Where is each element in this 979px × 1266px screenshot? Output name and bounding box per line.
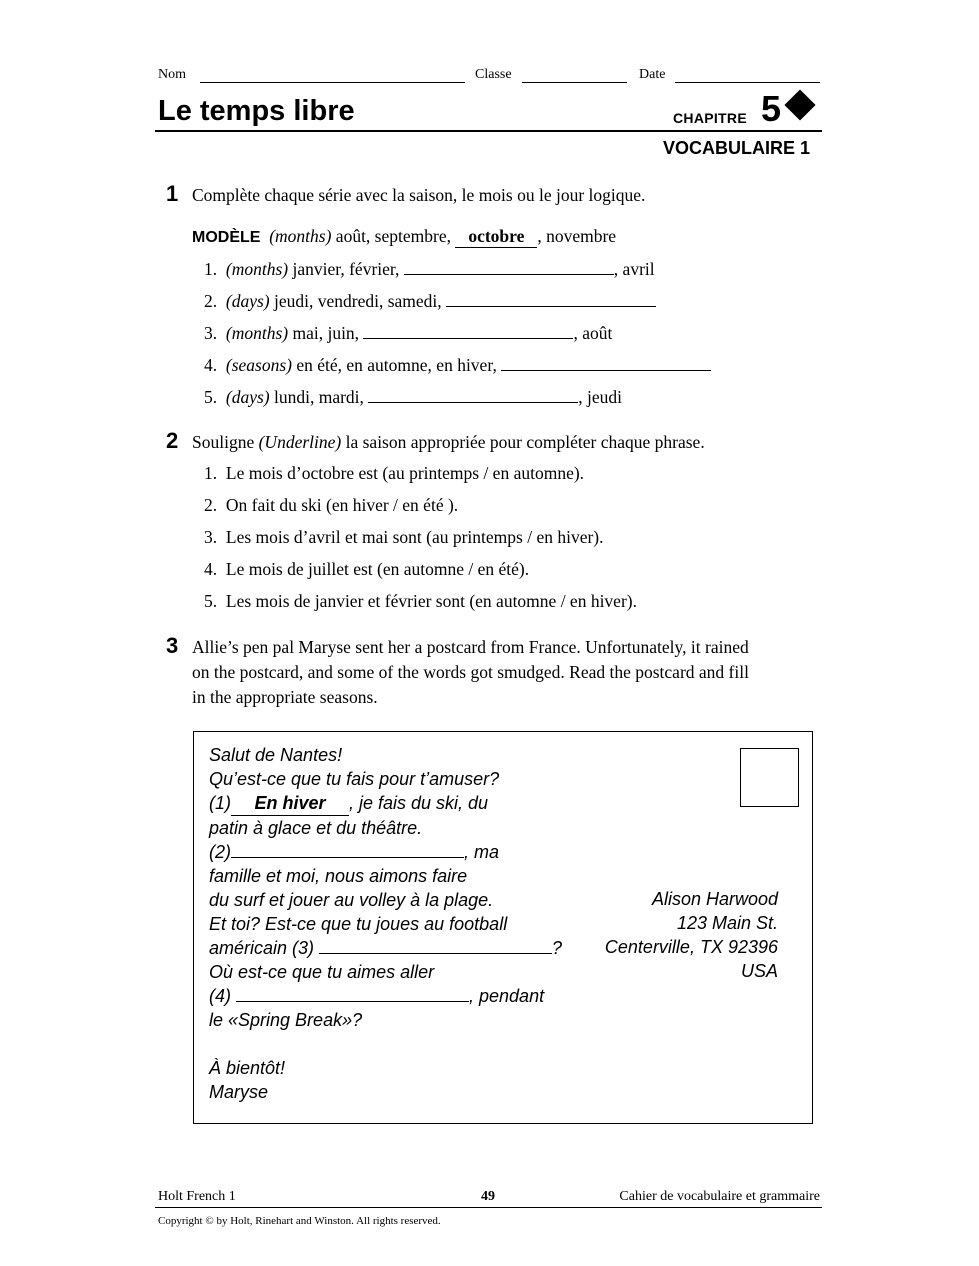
section2-instruction	[192, 430, 705, 455]
instruction-text: la saison appropriée pour compléter chaque phrase.	[345, 432, 705, 452]
list-item[interactable]	[204, 527, 604, 548]
item-hint: (months)	[225, 323, 289, 343]
address-city: Centerville, TX 92396	[604, 937, 778, 957]
item-hint: (seasons)	[225, 355, 292, 375]
vocabulaire-label: VOCABULAIRE 1	[663, 138, 811, 158]
item-number: 4.	[204, 559, 218, 579]
postcard-closing: À bientôt!	[209, 1058, 286, 1078]
classe-label: Classe	[475, 67, 512, 82]
list-item[interactable]	[204, 463, 584, 484]
list-item[interactable]	[204, 559, 529, 580]
answer-blank[interactable]	[501, 354, 711, 371]
list-item	[204, 354, 711, 376]
section-number-1: 1	[166, 181, 179, 206]
postcard-address	[605, 887, 778, 983]
section3-instruction	[192, 635, 749, 710]
title-rule	[155, 130, 822, 132]
item-hint: (days)	[225, 291, 270, 311]
item-number: 5.	[204, 387, 218, 407]
page-title: Le temps libre	[158, 95, 355, 127]
stamp-box	[740, 748, 799, 807]
postcard-signature: Maryse	[209, 1082, 269, 1102]
postcard-text: ?	[552, 938, 563, 958]
page-number: 49	[481, 1189, 495, 1204]
postcard-blank-2[interactable]	[231, 841, 464, 858]
item-text-after: , août	[573, 323, 613, 343]
postcard-line: du surf et jouer au volley à la plage.	[209, 890, 494, 910]
item-number: 2.	[204, 291, 218, 311]
item-number: 2.	[204, 495, 218, 515]
blank-number: (4)	[209, 986, 231, 1006]
item-text: Le mois de juillet est (en automne / en été).	[225, 559, 530, 579]
copyright: Copyright © by Holt, Rinehart and Winston. All rights reserved.	[158, 1215, 441, 1227]
instruction-line: in the appropriate seasons.	[192, 687, 378, 707]
address-name: Alison Harwood	[651, 889, 778, 909]
blank-number: (1)	[209, 793, 231, 813]
postcard-line	[209, 791, 562, 816]
nom-field[interactable]	[200, 82, 465, 83]
footer-rule	[155, 1207, 822, 1208]
item-text: On fait du ski (en hiver / en été ).	[225, 495, 459, 515]
postcard-text: , je fais du ski, du	[349, 793, 489, 813]
modele-after: , novembre	[537, 226, 617, 246]
item-text: en été, en automne, en hiver,	[296, 355, 497, 375]
instruction-line: Allie’s pen pal Maryse sent her a postcard from France. Unfortunately, it rained	[192, 637, 749, 657]
item-text: janvier, février,	[292, 259, 400, 279]
answer-blank[interactable]	[363, 322, 573, 339]
list-item[interactable]	[204, 495, 458, 516]
postcard-line: patin à glace et du théâtre.	[209, 818, 423, 838]
chapitre-label: CHAPITRE	[673, 110, 747, 126]
postcard-blank-3[interactable]	[319, 937, 552, 954]
item-number: 3.	[204, 527, 218, 547]
chapitre-number: 5	[761, 88, 782, 129]
postcard-line	[209, 840, 562, 864]
blank-number: (2)	[209, 842, 231, 862]
modele-line	[192, 226, 616, 248]
postcard-line: Salut de Nantes!	[209, 745, 343, 765]
item-text: mai, juin,	[292, 323, 360, 343]
blank-number: américain (3)	[209, 938, 315, 958]
item-text-after: , avril	[613, 259, 655, 279]
answer-blank[interactable]	[404, 258, 614, 275]
postcard-text: , ma	[464, 842, 500, 862]
modele-hint: (months)	[269, 226, 332, 246]
postcard-line: famille et moi, nous aimons faire	[209, 866, 468, 886]
postcard-spacer	[209, 1032, 562, 1056]
footer-title: Cahier de vocabulaire et grammaire	[619, 1189, 820, 1204]
item-text: lundi, mardi,	[273, 387, 364, 407]
diamond-icon	[784, 89, 815, 120]
item-text-after: , jeudi	[578, 387, 623, 407]
item-hint: (days)	[225, 387, 270, 407]
item-hint: (months)	[225, 259, 289, 279]
list-item	[204, 290, 656, 312]
postcard-text: , pendant	[469, 986, 545, 1006]
section-number-2: 2	[166, 428, 179, 453]
instruction-line: on the postcard, and some of the words got smudged. Read the postcard and fill	[192, 662, 749, 682]
postcard-line	[209, 936, 562, 960]
item-number: 5.	[204, 591, 218, 611]
date-label: Date	[639, 67, 666, 82]
postcard-line: Où est-ce que tu aimes aller	[209, 962, 435, 982]
modele-answer: octobre	[455, 226, 537, 248]
nom-label: Nom	[158, 67, 186, 82]
instruction-text: Souligne	[192, 432, 255, 452]
answer-blank[interactable]	[446, 290, 656, 307]
list-item[interactable]	[204, 591, 637, 612]
classe-field[interactable]	[522, 82, 627, 83]
item-text: jeudi, vendredi, samedi,	[273, 291, 442, 311]
item-number: 1.	[204, 259, 218, 279]
footer-book: Holt French 1	[158, 1189, 236, 1204]
postcard-line: Qu’est-ce que tu fais pour t’amuser?	[209, 769, 500, 789]
address-country: USA	[740, 961, 778, 981]
list-item	[204, 322, 612, 344]
list-item	[204, 258, 655, 280]
postcard-blank-4[interactable]	[236, 985, 469, 1002]
postcard-line: le «Spring Break»?	[209, 1010, 363, 1030]
list-item	[204, 386, 622, 408]
section1-instruction: Complète chaque série avec la saison, le mois ou le jour logique.	[192, 185, 646, 205]
postcard-answer-1[interactable]: En hiver	[231, 791, 349, 816]
item-number: 1.	[204, 463, 218, 483]
instruction-hint: (Underline)	[258, 432, 342, 452]
postcard-line: Et toi? Est-ce que tu joues au football	[209, 914, 508, 934]
postcard-line	[209, 984, 562, 1008]
section-number-3: 3	[166, 633, 179, 658]
date-field[interactable]	[675, 82, 820, 83]
item-text: Les mois d’avril et mai sont (au printemps / en hiver).	[225, 527, 604, 547]
modele-label: MODÈLE	[192, 229, 261, 246]
answer-blank[interactable]	[368, 386, 578, 403]
item-text: Le mois d’octobre est (au printemps / en automne).	[225, 463, 585, 483]
item-text: Les mois de janvier et février sont (en automne / en hiver).	[225, 591, 637, 611]
item-number: 4.	[204, 355, 218, 375]
modele-before: août, septembre,	[335, 226, 451, 246]
postcard-message	[209, 743, 562, 1104]
address-street: 123 Main St.	[676, 913, 778, 933]
item-number: 3.	[204, 323, 218, 343]
